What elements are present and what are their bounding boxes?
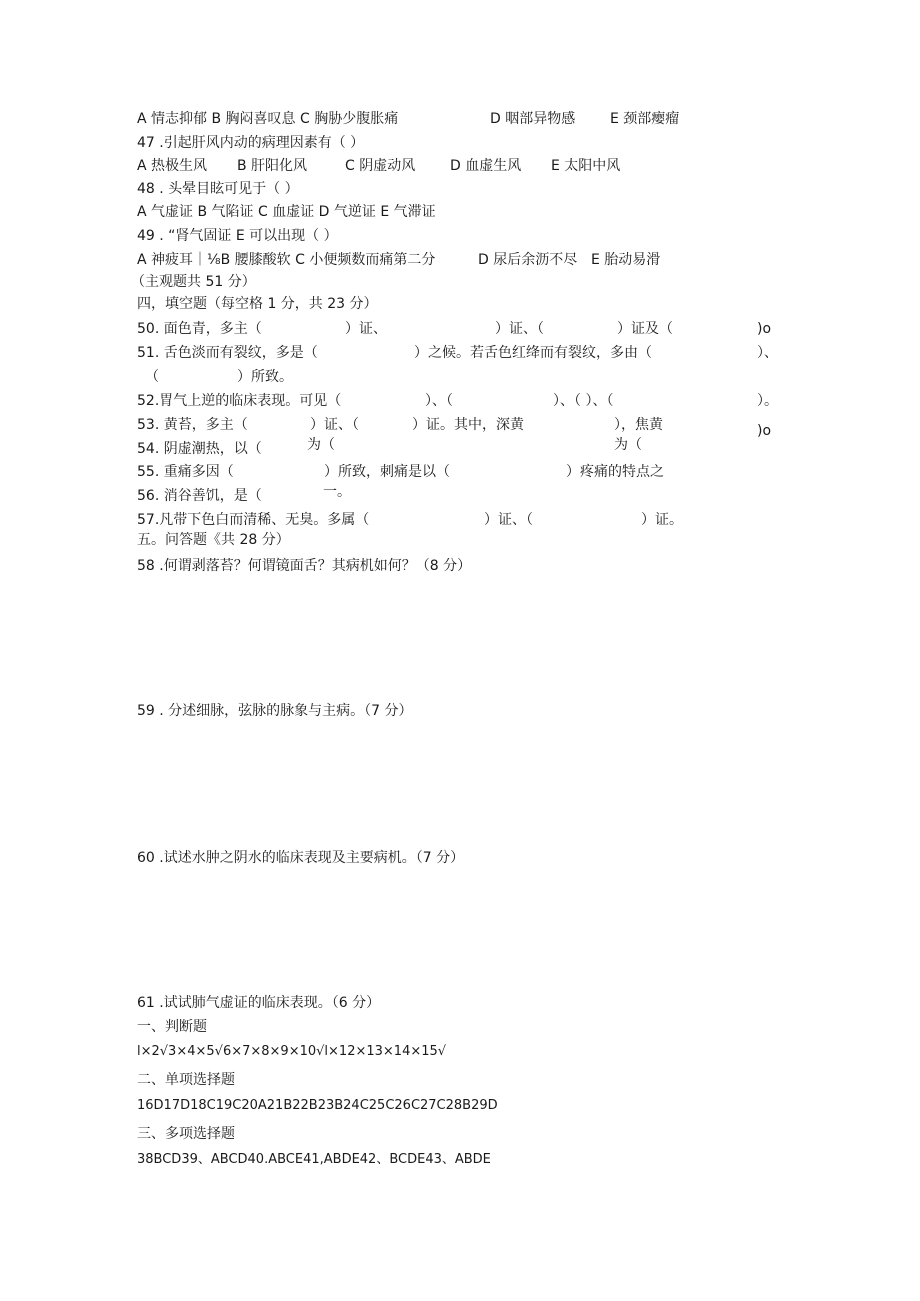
q50-part-a: 50. 面色青，多主（ (137, 321, 262, 337)
q53-part-a: 53. 黄苔，多主（ (137, 417, 248, 433)
q47-stem: 47 .引起肝风内动的病理因素有（ ） (137, 135, 365, 151)
q52-part-b: ）、（ (425, 393, 453, 409)
q52-part-a: 52.胃气上逆的临床表现。可见（ (137, 393, 342, 409)
q49-stem: 49 . “肾气固证 E 可以出现（ ） (137, 228, 338, 244)
q53-wei-2: 为（ (614, 437, 642, 453)
q51-part-c: ）、 (757, 345, 778, 361)
q51-part-d: （ (145, 369, 159, 385)
q48-options: A 气虚证 B 气陷证 C 血虚证 D 气逆证 E 气滞证 (137, 204, 436, 220)
q50-part-e: )o (757, 321, 772, 337)
answers-single: 16D17D18C19C20A21B22B23B24C25C26C27C28B29D (137, 1098, 498, 1113)
q49-option-e: E 胎动易滑 (591, 252, 661, 268)
q53-wei-1: 为（ (307, 437, 335, 453)
q49-option-d: D 尿后余沥不尽 (478, 252, 578, 268)
q56-part-b: 一。 (323, 484, 351, 500)
q51-part-e: ）所致。 (237, 369, 293, 385)
q55-part-c: ）疼痛的特点之 (566, 464, 664, 480)
q51-part-b: ）之候。若舌色红绛而有裂纹，多由（ (414, 345, 652, 361)
q46-option-e: E 颈部瘿瘤 (610, 111, 680, 127)
q57-part-a: 57.凡带下色白而清稀、无臭。多属（ (137, 512, 370, 528)
q47-option-b: B 肝阳化风 (237, 158, 308, 174)
q55-part-b: ）所致，刺痛是以（ (324, 464, 450, 480)
answers-judge-title: 一、判断题 (137, 1019, 207, 1035)
q46-options-abc: A 情志抑郁 B 胸闷喜叹息 C 胸胁少腹胀痛 (137, 111, 399, 127)
q55-part-a: 55. 重痛多因（ (137, 464, 234, 480)
q54-part-a: 54. 阴虚潮热，以（ (137, 441, 262, 457)
q50-part-b: ）证、 (345, 321, 387, 337)
q53-part-d: ），焦黄 (614, 417, 663, 433)
q52-part-d: ）。 (757, 393, 778, 409)
q48-stem: 48 . 头晕目眩可见于（ ） (137, 181, 299, 197)
q60-question: 60 .试述水肿之阴水的临床表现及主要病机。（7 分） (137, 850, 465, 866)
section5-title: 五。问答题《共 28 分） (137, 532, 290, 548)
section4-title: 四，填空题（每空格 1 分，共 23 分） (137, 296, 378, 312)
q53-part-c: ）证。其中，深黄 (412, 417, 524, 433)
q61-question: 61 .试试肺气虚证的临床表现。（6 分） (137, 995, 381, 1011)
answers-multi: 38BCD39、ABCD40.ABCE41,ABDE42、BCDE43、ABDE (137, 1152, 491, 1167)
q51-part-a: 51. 舌色淡而有裂纹，多是（ (137, 345, 318, 361)
q50-part-c: ）证、（ (495, 321, 544, 337)
q49-options-abc: A 神疲耳｜⅛B 腰膝酸软 C 小便频数而痛第二分 (137, 252, 436, 268)
answers-single-title: 二、单项选择题 (137, 1072, 235, 1088)
q50-part-d: ）证及（ (617, 321, 673, 337)
q57-part-c: ）证。 (641, 512, 683, 528)
q52-part-c: ）、（ ）、（ (553, 393, 614, 409)
q47-option-a: A 热极生风 (137, 158, 208, 174)
subjective-header: （主观题共 51 分） (131, 274, 256, 290)
q47-option-c: C 阴虚动风 (345, 158, 416, 174)
q47-option-e: E 太阳中风 (551, 158, 621, 174)
q47-option-d: D 血虚生风 (450, 158, 522, 174)
q58-question: 58 .何谓剥落苔？何谓镜面舌？其病机如何？（8 分） (137, 558, 472, 574)
q53-part-b: ）证、（ (310, 417, 359, 433)
answers-multi-title: 三、多项选择题 (137, 1126, 235, 1142)
q46-option-d: D 咽部异物感 (490, 111, 576, 127)
q53-part-e: )o (757, 423, 772, 439)
q57-part-b: ）证、（ (484, 512, 533, 528)
q59-question: 59 . 分述细脉，弦脉的脉象与主病。（7 分） (137, 703, 413, 719)
answers-judge: l×2√3×4×5√6×7×8×9×10√l×12×13×14×15√ (137, 1044, 447, 1059)
q56-part-a: 56. 消谷善饥，是（ (137, 488, 262, 504)
